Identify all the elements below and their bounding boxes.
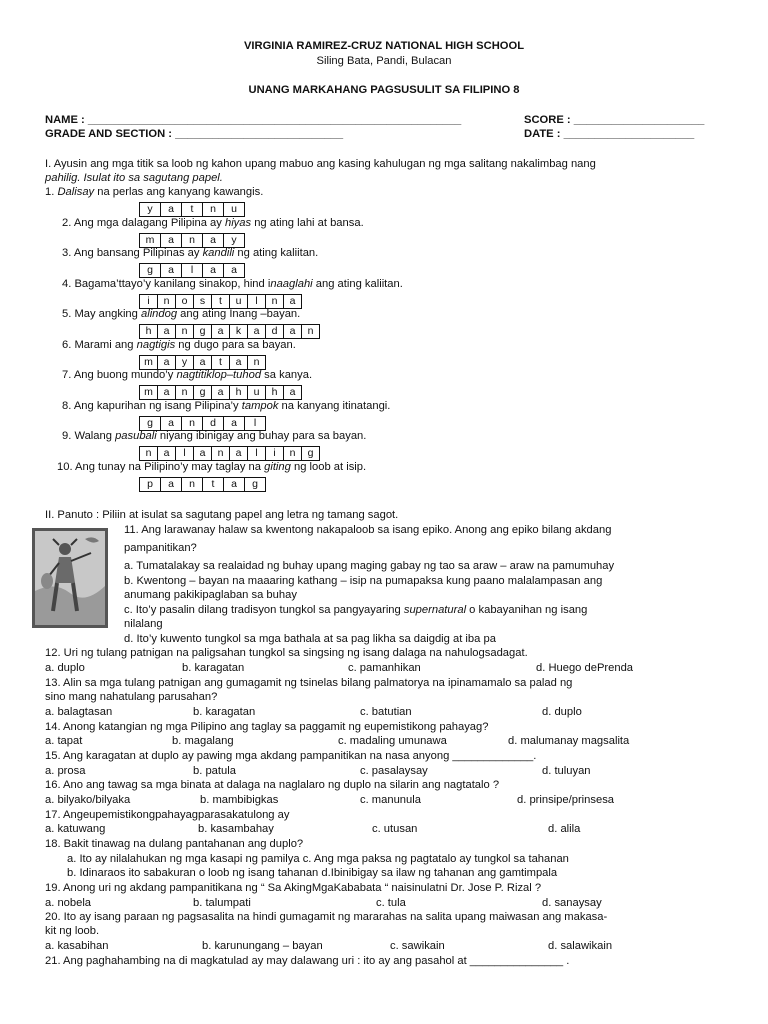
part1-question: 5. May angking alindog ang ating Inang –bayan. <box>62 308 301 320</box>
question-line: c. Ito’y pasalin dilang tradisyon tungkol sa pangyayaring supernatural o kabayanihan ng isang <box>124 604 588 616</box>
letter-box: t <box>181 202 203 217</box>
letter-box: a <box>229 355 248 370</box>
question-line: sino mang nahatulang parusahan? <box>45 691 218 703</box>
letter-box: n <box>157 294 176 309</box>
letter-box: a <box>157 324 176 339</box>
question-line: d. Ito’y kuwento tungkol sa mga bathala at sa pag likha sa daigdig at iba pa <box>124 633 496 645</box>
letter-box: m <box>139 355 158 370</box>
answer-choice: d. salawikain <box>548 940 613 952</box>
letter-box: m <box>139 233 161 248</box>
letter-box: a <box>157 446 176 461</box>
answer-choice: a. tapat <box>45 735 83 747</box>
letter-box: a <box>229 446 248 461</box>
part1-question: 1. Dalisay na perlas ang kanyang kawangis. <box>45 186 264 198</box>
letter-box: g <box>193 324 212 339</box>
letter-box: a <box>202 263 224 278</box>
answer-choice: d. Huego dePrenda <box>536 662 634 674</box>
letter-box: g <box>139 416 161 431</box>
letter-box: o <box>175 294 194 309</box>
letter-box: h <box>265 385 284 400</box>
letter-box: a <box>223 416 245 431</box>
answer-choice: a. balagtasan <box>45 706 113 718</box>
answer-choice: a. prosa <box>45 765 86 777</box>
answer-choice: d. prinsipe/prinsesa <box>517 794 615 806</box>
answer-choice: c. pamanhikan <box>348 662 421 674</box>
question-line: 20. Ito ay isang paraan ng pagsasalita na hindi gumagamit ng mararahas na salita upang maiwasan ang makasa- <box>45 911 608 923</box>
part2-instruction: II. Panuto : Piliin at isulat sa sagutang papel ang letra ng tamang sagot. <box>45 509 399 521</box>
answer-choice: c. utusan <box>372 823 418 835</box>
answer-choice: d. alila <box>548 823 581 835</box>
letter-boxes <box>140 263 245 278</box>
answer-choice: a. katuwang <box>45 823 106 835</box>
letter-box: u <box>223 202 245 217</box>
question-line: 14. Anong katangian ng mga Pilipino ang taglay sa paggamit ng eupemistikong pahayag? <box>45 721 489 733</box>
letter-box: n <box>175 385 194 400</box>
question-line: a. Tumatalakay sa realaidad ng buhay upang maging gabay ng tao sa araw – araw na pamumuhay <box>124 560 615 572</box>
question-line: b. Idinaraos ito sabakuran o loob ng isang tahanan d.Ibinibigay sa ilaw ng tahanan ang gamtimpala <box>67 867 558 879</box>
letter-box: g <box>244 477 266 492</box>
letter-box: a <box>202 233 224 248</box>
question-line: 13. Alin sa mga tulang patnigan ang gumagamit ng tsinelas bilang palmatorya na ipinamamalo sa palad ng <box>45 677 573 689</box>
letter-box: n <box>301 324 320 339</box>
letter-boxes <box>140 446 320 461</box>
letter-box: n <box>181 233 203 248</box>
part1-question: 9. Walang pasubali niyang ibinigay ang buhay para sa bayan. <box>62 430 367 442</box>
letter-boxes <box>140 385 302 400</box>
letter-box: n <box>202 202 224 217</box>
answer-choice: b. patula <box>193 765 236 777</box>
letter-box: p <box>139 477 161 492</box>
letter-box: l <box>175 446 194 461</box>
question-line: 19. Anong uri ng akdang pampanitikana ng “ Sa AkingMgaKababata “ naisinulatni Dr. Jose P. Rizal ? <box>45 882 542 894</box>
letter-box: a <box>223 477 245 492</box>
letter-box: y <box>223 233 245 248</box>
question-line: kit ng loob. <box>45 925 100 937</box>
answer-choice: b. karagatan <box>182 662 245 674</box>
letter-box: l <box>244 416 266 431</box>
letter-boxes <box>140 294 302 309</box>
letter-box: g <box>301 446 320 461</box>
part1-question: 4. Bagama’ttayo’y kanilang sinakop, hind inaaglahi ang ating kaliitan. <box>62 277 403 290</box>
letter-box: n <box>211 446 230 461</box>
question-line: pampanitikan? <box>124 542 197 554</box>
answer-choice: b. talumpati <box>193 897 251 909</box>
letter-box: n <box>265 294 284 309</box>
question-line: 17. Angeupemistikongpahayagparasakatulong ay <box>45 809 290 821</box>
answer-choice: a. kasabihan <box>45 940 109 952</box>
name-field[interactable]: NAME : ____________________________________________________________ <box>45 114 462 126</box>
letter-box: a <box>283 324 302 339</box>
letter-box: a <box>211 324 230 339</box>
letter-box: n <box>175 324 194 339</box>
question-line: nilalang <box>124 618 163 630</box>
letter-box: n <box>283 446 302 461</box>
answer-choice: d. tuluyan <box>542 765 591 777</box>
question-line: b. Kwentong – bayan na maaaring kathang – isip na pumapaksa kung paano malalampasan ang <box>124 575 603 587</box>
letter-box: h <box>229 385 248 400</box>
answer-choice: d. sanaysay <box>542 897 602 909</box>
letter-box: d <box>265 324 284 339</box>
letter-box: a <box>223 263 245 278</box>
letter-box: n <box>247 355 266 370</box>
question-line: 21. Ang paghahambing na di magkatulad ay may dalawang uri : ito ay ang pasahol at _______________ . <box>45 955 570 967</box>
answer-choice: b. kasambahay <box>198 823 274 835</box>
letter-box: d <box>202 416 224 431</box>
letter-box: n <box>181 416 203 431</box>
letter-box: a <box>160 416 182 431</box>
letter-box: i <box>265 446 284 461</box>
answer-choice: c. manunula <box>360 794 421 806</box>
answer-choice: a. duplo <box>45 662 85 674</box>
exam-title: UNANG MARKAHANG PAGSUSULIT SA FILIPINO 8 <box>248 84 520 96</box>
answer-choice: b. karagatan <box>193 706 256 718</box>
answer-choice: c. batutian <box>360 706 412 718</box>
letter-box: a <box>157 355 176 370</box>
letter-box: y <box>175 355 194 370</box>
school-address: Siling Bata, Pandi, Bulacan <box>316 55 452 67</box>
warrior-illustration <box>32 528 108 628</box>
answer-choice: b. magalang <box>172 735 234 747</box>
letter-box: u <box>229 294 248 309</box>
letter-box: a <box>283 294 302 309</box>
answer-choice: b. karunungang – bayan <box>202 940 323 952</box>
answer-choice: a. nobela <box>45 897 92 909</box>
letter-box: l <box>247 446 266 461</box>
letter-box: a <box>211 385 230 400</box>
letter-box: a <box>283 385 302 400</box>
answer-choice: b. mambibigkas <box>200 794 279 806</box>
letter-boxes <box>140 477 266 492</box>
part1-question: 2. Ang mga dalagang Pilipina ay hiyas ng ating lahi at bansa. <box>62 216 364 229</box>
letter-box: l <box>247 294 266 309</box>
question-line: a. Ito ay nilalahukan ng mga kasapi ng pamilya c. Ang mga paksa ng pagtatalo ay tungkol sa tahanan <box>67 853 569 865</box>
letter-box: a <box>160 233 182 248</box>
question-line: 12. Uri ng tulang patnigan na paligsahan tungkol sa singsing ng isang dalaga na nahulogsadagat. <box>45 647 528 659</box>
score-field[interactable]: SCORE : _____________________ <box>524 114 705 126</box>
letter-boxes <box>140 324 320 339</box>
answer-choice: c. tula <box>376 897 406 909</box>
part1-question: 6. Marami ang nagtigis ng dugo para sa bayan. <box>62 338 296 351</box>
letter-box: m <box>139 385 158 400</box>
letter-box: l <box>181 263 203 278</box>
answer-choice: a. bilyako/bilyaka <box>45 794 131 806</box>
letter-box: n <box>181 477 203 492</box>
letter-box: a <box>193 446 212 461</box>
letter-box: t <box>211 355 230 370</box>
grade-section-field[interactable]: GRADE AND SECTION : ___________________________ <box>45 128 344 140</box>
part1-instruction-cont: pahilig. Isulat ito sa sagutang papel. <box>45 172 223 184</box>
question-line: 16. Ano ang tawag sa mga binata at dalaga na naglalaro ng duplo na silarin ang nagtatalo ? <box>45 779 500 791</box>
letter-box: n <box>139 446 158 461</box>
part1-question: 3. Ang bansang Pilipinas ay kandili ng ating kaliitan. <box>62 247 319 259</box>
letter-boxes <box>140 416 266 431</box>
part1-question: 10. Ang tunay na Pilipino’y may taglay na giting ng loob at isip. <box>57 460 367 473</box>
letter-box: a <box>247 324 266 339</box>
part1-question: 8. Ang kapurihan ng isang Pilipina’y tampok na kanyang itinatangi. <box>62 399 391 412</box>
question-line: 11. Ang larawanay halaw sa kwentong nakapaloob sa isang epiko. Anong ang epiko bilang akdang <box>124 524 612 536</box>
part1-question: 7. Ang buong mundo’y nagtitiklop–tuhod sa kanya. <box>62 369 313 381</box>
letter-box: a <box>160 477 182 492</box>
letter-box: i <box>139 294 158 309</box>
letter-box: u <box>247 385 266 400</box>
question-line: 15. Ang karagatan at duplo ay pawing mga akdang pampanitikan na nasa anyong _____________. <box>45 750 537 762</box>
question-line: 18. Bakit tinawag na dulang pantahanan ang duplo? <box>45 838 304 850</box>
letter-boxes <box>140 202 245 217</box>
answer-choice: d. duplo <box>542 706 582 718</box>
letter-box: t <box>211 294 230 309</box>
letter-box: g <box>139 263 161 278</box>
question-line: anumang pakikipaglaban sa buhay <box>124 589 297 601</box>
letter-box: a <box>193 355 212 370</box>
school-name: VIRGINIA RAMIREZ-CRUZ NATIONAL HIGH SCHOOL <box>243 40 525 52</box>
letter-box: h <box>139 324 158 339</box>
letter-box: s <box>193 294 212 309</box>
answer-choice: c. sawikain <box>390 940 445 952</box>
letter-box: g <box>193 385 212 400</box>
letter-box: a <box>160 202 182 217</box>
letter-box: a <box>160 263 182 278</box>
letter-boxes <box>140 355 266 370</box>
date-field[interactable]: DATE : _____________________ <box>524 128 695 140</box>
part1-instruction: I. Ayusin ang mga titik sa loob ng kahon upang mabuo ang kasing kahulugan ng mga salitang nakalimbag nang <box>45 158 596 170</box>
letter-box: y <box>139 202 161 217</box>
answer-choice: c. madaling umunawa <box>338 735 447 747</box>
letter-boxes <box>140 233 245 248</box>
answer-choice: c. pasalaysay <box>360 765 428 777</box>
letter-box: t <box>202 477 224 492</box>
letter-box: a <box>157 385 176 400</box>
letter-box: k <box>229 324 248 339</box>
answer-choice: d. malumanay magsalita <box>508 735 630 747</box>
